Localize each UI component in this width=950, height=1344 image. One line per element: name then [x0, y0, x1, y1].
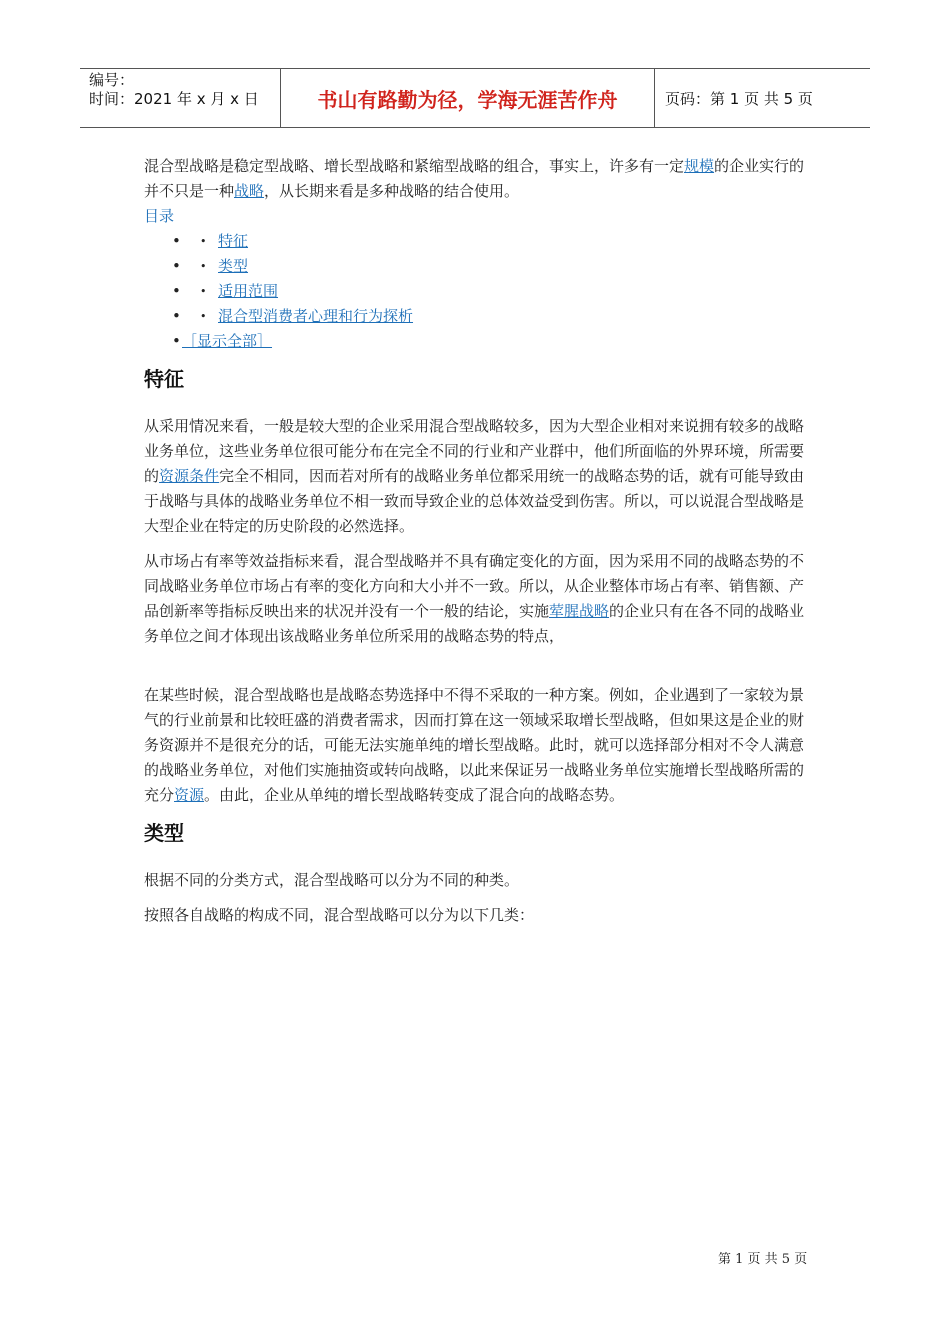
sub-bullet-icon: •: [200, 285, 207, 298]
paragraph: 从市场占有率等效益指标来看，混合型战略并不具有确定变化的方面，因为采用不同的战略态势的不同战略业务单位市场占有率的变化方向和大小并不一致。所以，从企业整体市场占有率、销售额、产品创新率等指标反映出来的状况并没有一个一般的结论，实施荤腥战略的企业只有在各不同的战略业务单位之间才体现出该战略业务单位所采用的战略态势的特点，: [144, 552, 805, 645]
bullet-icon: •: [172, 332, 181, 350]
bullet-icon: •: [172, 307, 181, 325]
sub-bullet-icon: •: [200, 310, 207, 323]
number-label: 编号：: [89, 71, 135, 89]
link-resource-conditions[interactable]: 资源条件: [159, 467, 220, 485]
toc-show-all-link[interactable]: ［显示全部］: [182, 332, 273, 350]
toc-item: [172, 329, 812, 354]
toc-item: [172, 229, 812, 254]
header-motto: 书山有路勤为径，学海无涯苦作舟: [281, 69, 655, 127]
toc-link-features[interactable]: 特征: [218, 232, 249, 250]
toc-link-scope[interactable]: 适用范围: [218, 282, 279, 300]
section-heading-features: 特征: [144, 367, 184, 391]
time-label: 时间：2021 年 x 月 x 日: [89, 90, 259, 108]
toc-list: [144, 229, 812, 354]
toc-item: [172, 254, 812, 279]
sub-bullet-icon: •: [200, 260, 207, 273]
document-body: [144, 154, 812, 938]
page-header: [80, 68, 870, 128]
bullet-icon: •: [172, 257, 181, 275]
paragraph: 根据不同的分类方式，混合型战略可以分为不同的种类。: [144, 871, 520, 889]
link-resources[interactable]: 资源: [174, 786, 205, 804]
sub-bullet-icon: •: [200, 235, 207, 248]
section-heading-types: 类型: [144, 821, 184, 845]
toc-link-consumer[interactable]: 混合型消费者心理和行为探析: [218, 307, 414, 325]
header-page-code: 页码：第 1 页 共 5 页: [665, 89, 813, 108]
toc-title: 目录: [144, 207, 175, 225]
paragraph: 在某些时候，混合型战略也是战略态势选择中不得不采取的一种方案。例如，企业遇到了一家较为景气的行业前景和比较旺盛的消费者需求，因而打算在这一领域采取增长型战略，但如果这是企业的财务资源并不是很充分的话，可能无法实施单纯的增长型战略。此时，就可以选择部分相对不令人满意的战略业务单位，对他们实施抽资或转向战略，以此来保证另一战略业务单位实施增长型战略所需的充分资源。由此，企业从单纯的增长型战略转变成了混合向的战略态势。: [144, 686, 805, 804]
bullet-icon: •: [172, 232, 181, 250]
link-scale[interactable]: 规模: [684, 157, 715, 175]
header-meta: [80, 69, 281, 127]
link-mixed-strategy[interactable]: 荤腥战略: [549, 602, 610, 620]
link-strategy[interactable]: 战略: [234, 182, 265, 200]
paragraph: 按照各自战略的构成不同，混合型战略可以分为以下几类：: [144, 906, 535, 924]
toc-link-types[interactable]: 类型: [218, 257, 249, 275]
paragraph: 从采用情况来看，一般是较大型的企业采用混合型战略较多，因为大型企业相对来说拥有较多的战略业务单位，这些业务单位很可能分布在完全不同的行业和产业群中，他们所面临的外界环境，所需要的资源条件完全不相同，因而若对所有的战略业务单位都采用统一的战略态势的话，就有可能导致由于战略与具体的战略业务单位不相一致而导致企业的总体效益受到伤害。所以，可以说混合型战略是大型企业在特定的历史阶段的必然选择。: [144, 417, 805, 535]
intro-paragraph: 混合型战略是稳定型战略、增长型战略和紧缩型战略的组合，事实上，许多有一定规模的企业实行的并不只是一种战略，从长期来看是多种战略的结合使用。: [144, 157, 805, 200]
bullet-icon: •: [172, 282, 181, 300]
page-footer: 第 1 页 共 5 页: [718, 1252, 808, 1267]
toc-item: [172, 279, 812, 304]
toc-item: [172, 304, 812, 329]
